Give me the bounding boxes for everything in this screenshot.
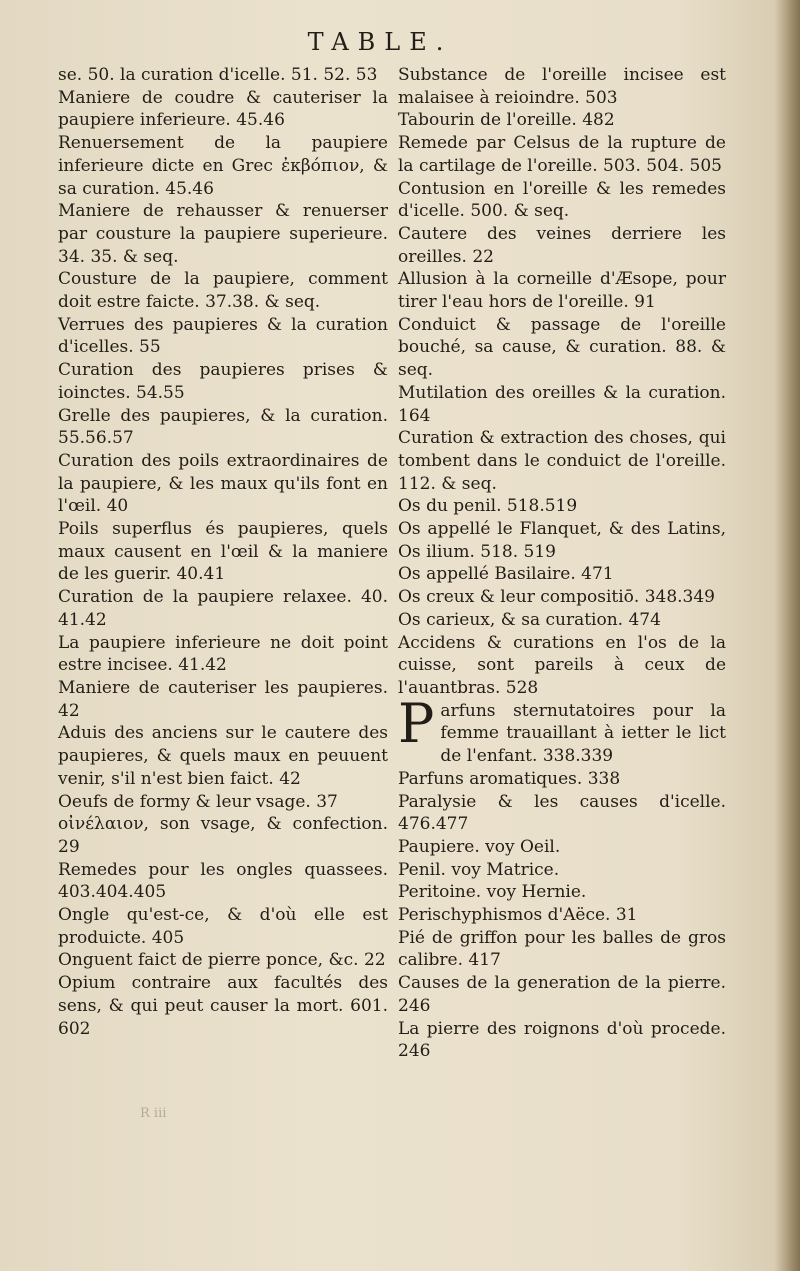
index-entry: Os creux & leur compositiō. 348.349 bbox=[398, 587, 715, 608]
index-entry: se. 50. la curation d'icelle. 51. 52. 53 bbox=[58, 65, 378, 85]
index-entry: Aduis des anciens sur le cautere des paupieres, & quels maux en peuuent venir, s'il n'est bien faict. 42 bbox=[58, 723, 388, 789]
index-entry: Os carieux, & sa curation. 474 bbox=[398, 609, 661, 630]
index-entry: Ongle qu'est-ce, & d'où elle est produicte. 405 bbox=[58, 905, 388, 948]
index-entry: Conduict & passage de l'oreille bouché, sa cause, & curation. 88. & seq. bbox=[398, 314, 726, 381]
dropcap-letter: P bbox=[398, 691, 435, 755]
index-entry: Oeufs de formy & leur vsage. 37 bbox=[58, 791, 338, 812]
index-entry: Opium contraire aux facultés des sens, & qui peut causer la mort. 601. 602 bbox=[58, 973, 388, 1039]
index-entry: Cautere des veines derriere les oreilles. 22 bbox=[398, 223, 726, 267]
index-entry: Tabourin de l'oreille. 482 bbox=[398, 110, 615, 131]
index-entry: Renuersement de la paupiere inferieure dicte en Grec ἐκβόπιον, & sa curation. 45.46 bbox=[58, 133, 388, 199]
index-entry: Contusion en l'oreille & les remedes d'icelle. 500. & seq. bbox=[398, 178, 726, 222]
index-entry: Causes de la generation de la pierre. 246 bbox=[398, 973, 726, 1016]
page-edge bbox=[774, 0, 800, 1271]
index-entry: οἰνέλαιον, son vsage, & confection. 29 bbox=[58, 814, 388, 857]
index-entry: Verrues des paupieres & la curation d'icelles. 55 bbox=[58, 314, 388, 358]
index-entry-text: arfuns sternutatoires pour la femme trauaillant à ietter le lict de l'enfant. 338.339 bbox=[440, 700, 726, 767]
index-entry: Remedes pour les ongles quassees. 403.404.405 bbox=[58, 859, 388, 903]
index-entry: Allusion à la corneille d'Æsope, pour tirer l'eau hors de l'oreille. 91 bbox=[398, 269, 726, 313]
index-entry: Parfuns aromatiques. 338 bbox=[398, 768, 621, 789]
index-entry: Cousture de la paupiere, comment doit estre faicte. 37.38. & seq. bbox=[58, 269, 388, 313]
index-entry: Substance de l'oreille incisee est malaisee à reioindre. 503 bbox=[398, 65, 726, 108]
index-entry: Maniere de rehausser & renuerser par cousture la paupiere superieure. 34. 35. & seq. bbox=[58, 201, 388, 267]
index-entry: Mutilation des oreilles & la curation. 164 bbox=[398, 382, 726, 426]
index-entry: Maniere de cauteriser les paupieres. 42 bbox=[58, 677, 388, 721]
index-entry: Penil. voy Matrice. bbox=[398, 859, 560, 880]
index-entry: Curation de la paupiere relaxee. 40. 41.42 bbox=[58, 587, 388, 630]
index-entry: Paupiere. voy Oeil. bbox=[398, 836, 561, 857]
index-entry: Paralysie & les causes d'icelle. 476.477 bbox=[398, 791, 726, 835]
index-entry: Pié de griffon pour les balles de gros calibre. 417 bbox=[398, 927, 726, 971]
index-entry: La paupiere inferieure ne doit point estre incisee. 41.42 bbox=[58, 632, 388, 676]
index-entry: Grelle des paupieres, & la curation. 55.56.57 bbox=[58, 405, 388, 449]
index-entry: Accidens & curations en l'os de la cuisse, sont pareils à ceux de l'auantbras. 528 bbox=[398, 632, 726, 698]
index-entry: Onguent faict de pierre ponce, &c. 22 bbox=[58, 950, 386, 971]
index-entry: Peritoine. voy Hernie. bbox=[398, 882, 587, 903]
index-entry-dropcap bbox=[398, 691, 726, 768]
index-entry: Remede par Celsus de la rupture de la cartilage de l'oreille. 503. 504. 505 bbox=[398, 133, 726, 176]
index-entry: La pierre des roignons d'où procede. 246 bbox=[398, 1018, 726, 1062]
bleed-through-text: R iii bbox=[140, 1106, 167, 1121]
index-entry: Poils superflus és paupieres, quels maux causent en l'œil & la maniere de les guerir. 40.41 bbox=[58, 519, 388, 585]
index-entry: Os appellé Basilaire. 471 bbox=[398, 564, 614, 585]
index-entry: Curation des poils extraordinaires de la paupiere, & les maux qu'ils font en l'œil. 40 bbox=[58, 450, 388, 517]
index-entry: Perischyphismos d'Aëce. 31 bbox=[398, 905, 638, 926]
index-entry: Os du penil. 518.519 bbox=[398, 496, 578, 517]
right-column bbox=[398, 64, 726, 1063]
index-entry: Os appellé le Flanquet, & des Latins, Os ilium. 518. 519 bbox=[398, 519, 726, 562]
index-entry: Curation & extraction des choses, qui tombent dans le conduict de l'oreille. 112. & seq. bbox=[398, 428, 726, 494]
index-entry: Curation des paupieres prises & ioinctes. 54.55 bbox=[58, 360, 388, 403]
index-entry: Maniere de coudre & cauteriser la paupiere inferieure. 45.46 bbox=[58, 87, 388, 131]
left-column bbox=[58, 64, 388, 1040]
page-header: TABLE. bbox=[307, 28, 453, 56]
